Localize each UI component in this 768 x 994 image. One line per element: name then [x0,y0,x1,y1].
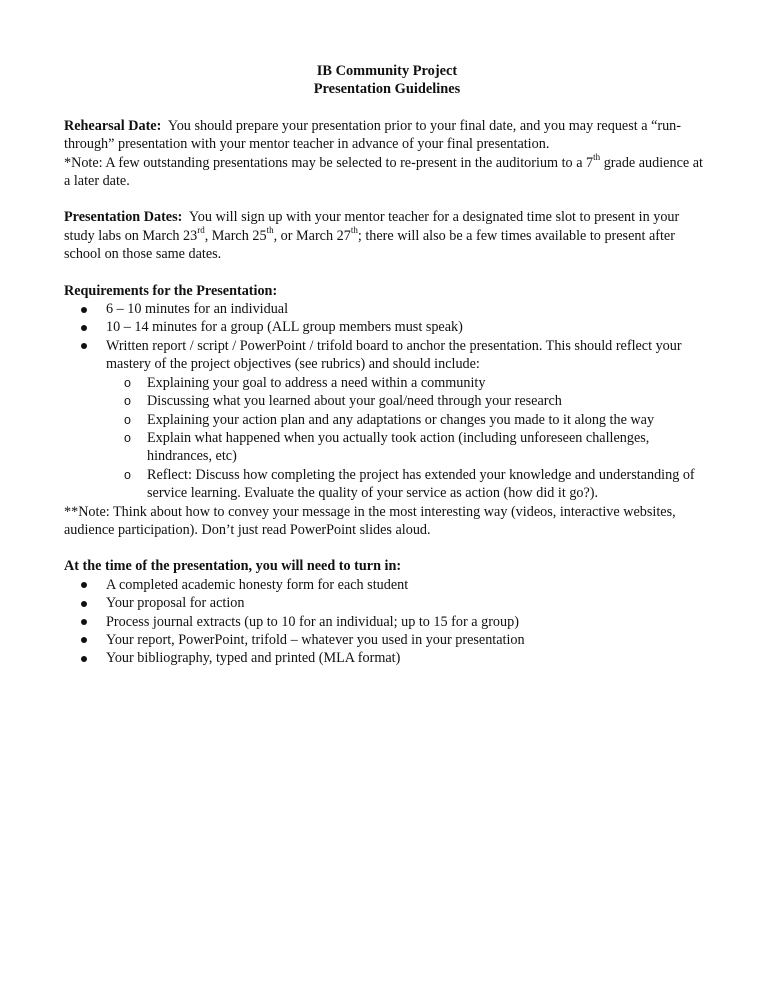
rehearsal-paragraph [64,117,710,154]
requirements-heading: Requirements for the Presentation: [64,282,278,299]
rehearsal-heading: Rehearsal Date: [64,117,162,134]
dates-sup: rd [197,225,205,236]
list-item-text: Written report / script / PowerPoint / trifold board to anchor the presentation. This should reflect your mastery of the project objectives (see rubrics) and should include: [106,337,682,373]
dates-text: , or March 27 [273,227,351,244]
sub-list-item: o Explaining your action plan and any adaptations or changes you made to it along the way [106,411,710,429]
turn-in-list [64,576,710,668]
rehearsal-note-sup: th [593,151,601,162]
title-line-2: Presentation Guidelines [313,81,461,98]
sub-list-item: o Explain what happened when you actually took action (including unforeseen challenges, hindrances, etc) [106,429,710,466]
rehearsal-text: You should prepare your presentation prior to your final date, and you may request a “run-through” presentation with your mentor teacher in advance of your final presentation. [64,117,682,153]
sub-list-item: o Explaining your goal to address a need within a community [106,374,710,392]
list-item: Your proposal for action [64,594,710,612]
dates-paragraph [64,208,710,263]
requirements-sublist [106,374,710,503]
list-item: Process journal extracts (up to 10 for an individual; up to 15 for a group) [64,613,710,631]
document-body [64,62,710,668]
rehearsal-section [64,117,710,191]
requirements-list [64,300,710,502]
turn-in-heading: At the time of the presentation, you will need to turn in: [64,558,402,575]
rehearsal-note-text: *Note: A few outstanding presentations may be selected to re-present in the auditorium to a 7 [64,154,594,171]
sub-list-item: o Discussing what you learned about your goal/need through your research [106,392,710,410]
dates-text: ; there will also be a few times available to present after school on those same dates. [64,227,675,263]
list-item: Your bibliography, typed and printed (MLA format) [64,649,710,667]
title-line-1: IB Community Project [316,63,458,79]
list-item-with-sublist [64,337,710,503]
dates-sup: th [266,225,274,236]
dates-text: You will sign up with your mentor teacher for a designated time slot to present in your study labs on March 23 [64,209,680,244]
sub-list-item: o Reflect: Discuss how completing the project has extended your knowledge and understanding of service learning. Evaluate the quality of your service as action (how did it go?). [106,466,710,503]
requirements-note: **Note: Think about how to convey your message in the most interesting way (videos, interactive websites, audience participation). Don’t just read PowerPoint slides aloud. [64,503,676,538]
list-item: A completed academic honesty form for each student [64,576,710,594]
rehearsal-note-text-end: grade audience at a later date. [64,154,703,190]
dates-heading: Presentation Dates: [64,209,183,226]
dates-sup: th [350,225,358,236]
dates-section [64,208,710,263]
turn-in-section [64,557,710,667]
rehearsal-note [64,151,710,191]
list-item: Your report, PowerPoint, trifold – whatever you used in your presentation [64,631,710,649]
list-item: 10 – 14 minutes for a group (ALL group members must speak) [64,318,710,336]
dates-text: , March 25 [204,227,267,244]
document-title [64,62,710,99]
list-item: 6 – 10 minutes for an individual [64,300,710,318]
requirements-section [64,282,710,540]
